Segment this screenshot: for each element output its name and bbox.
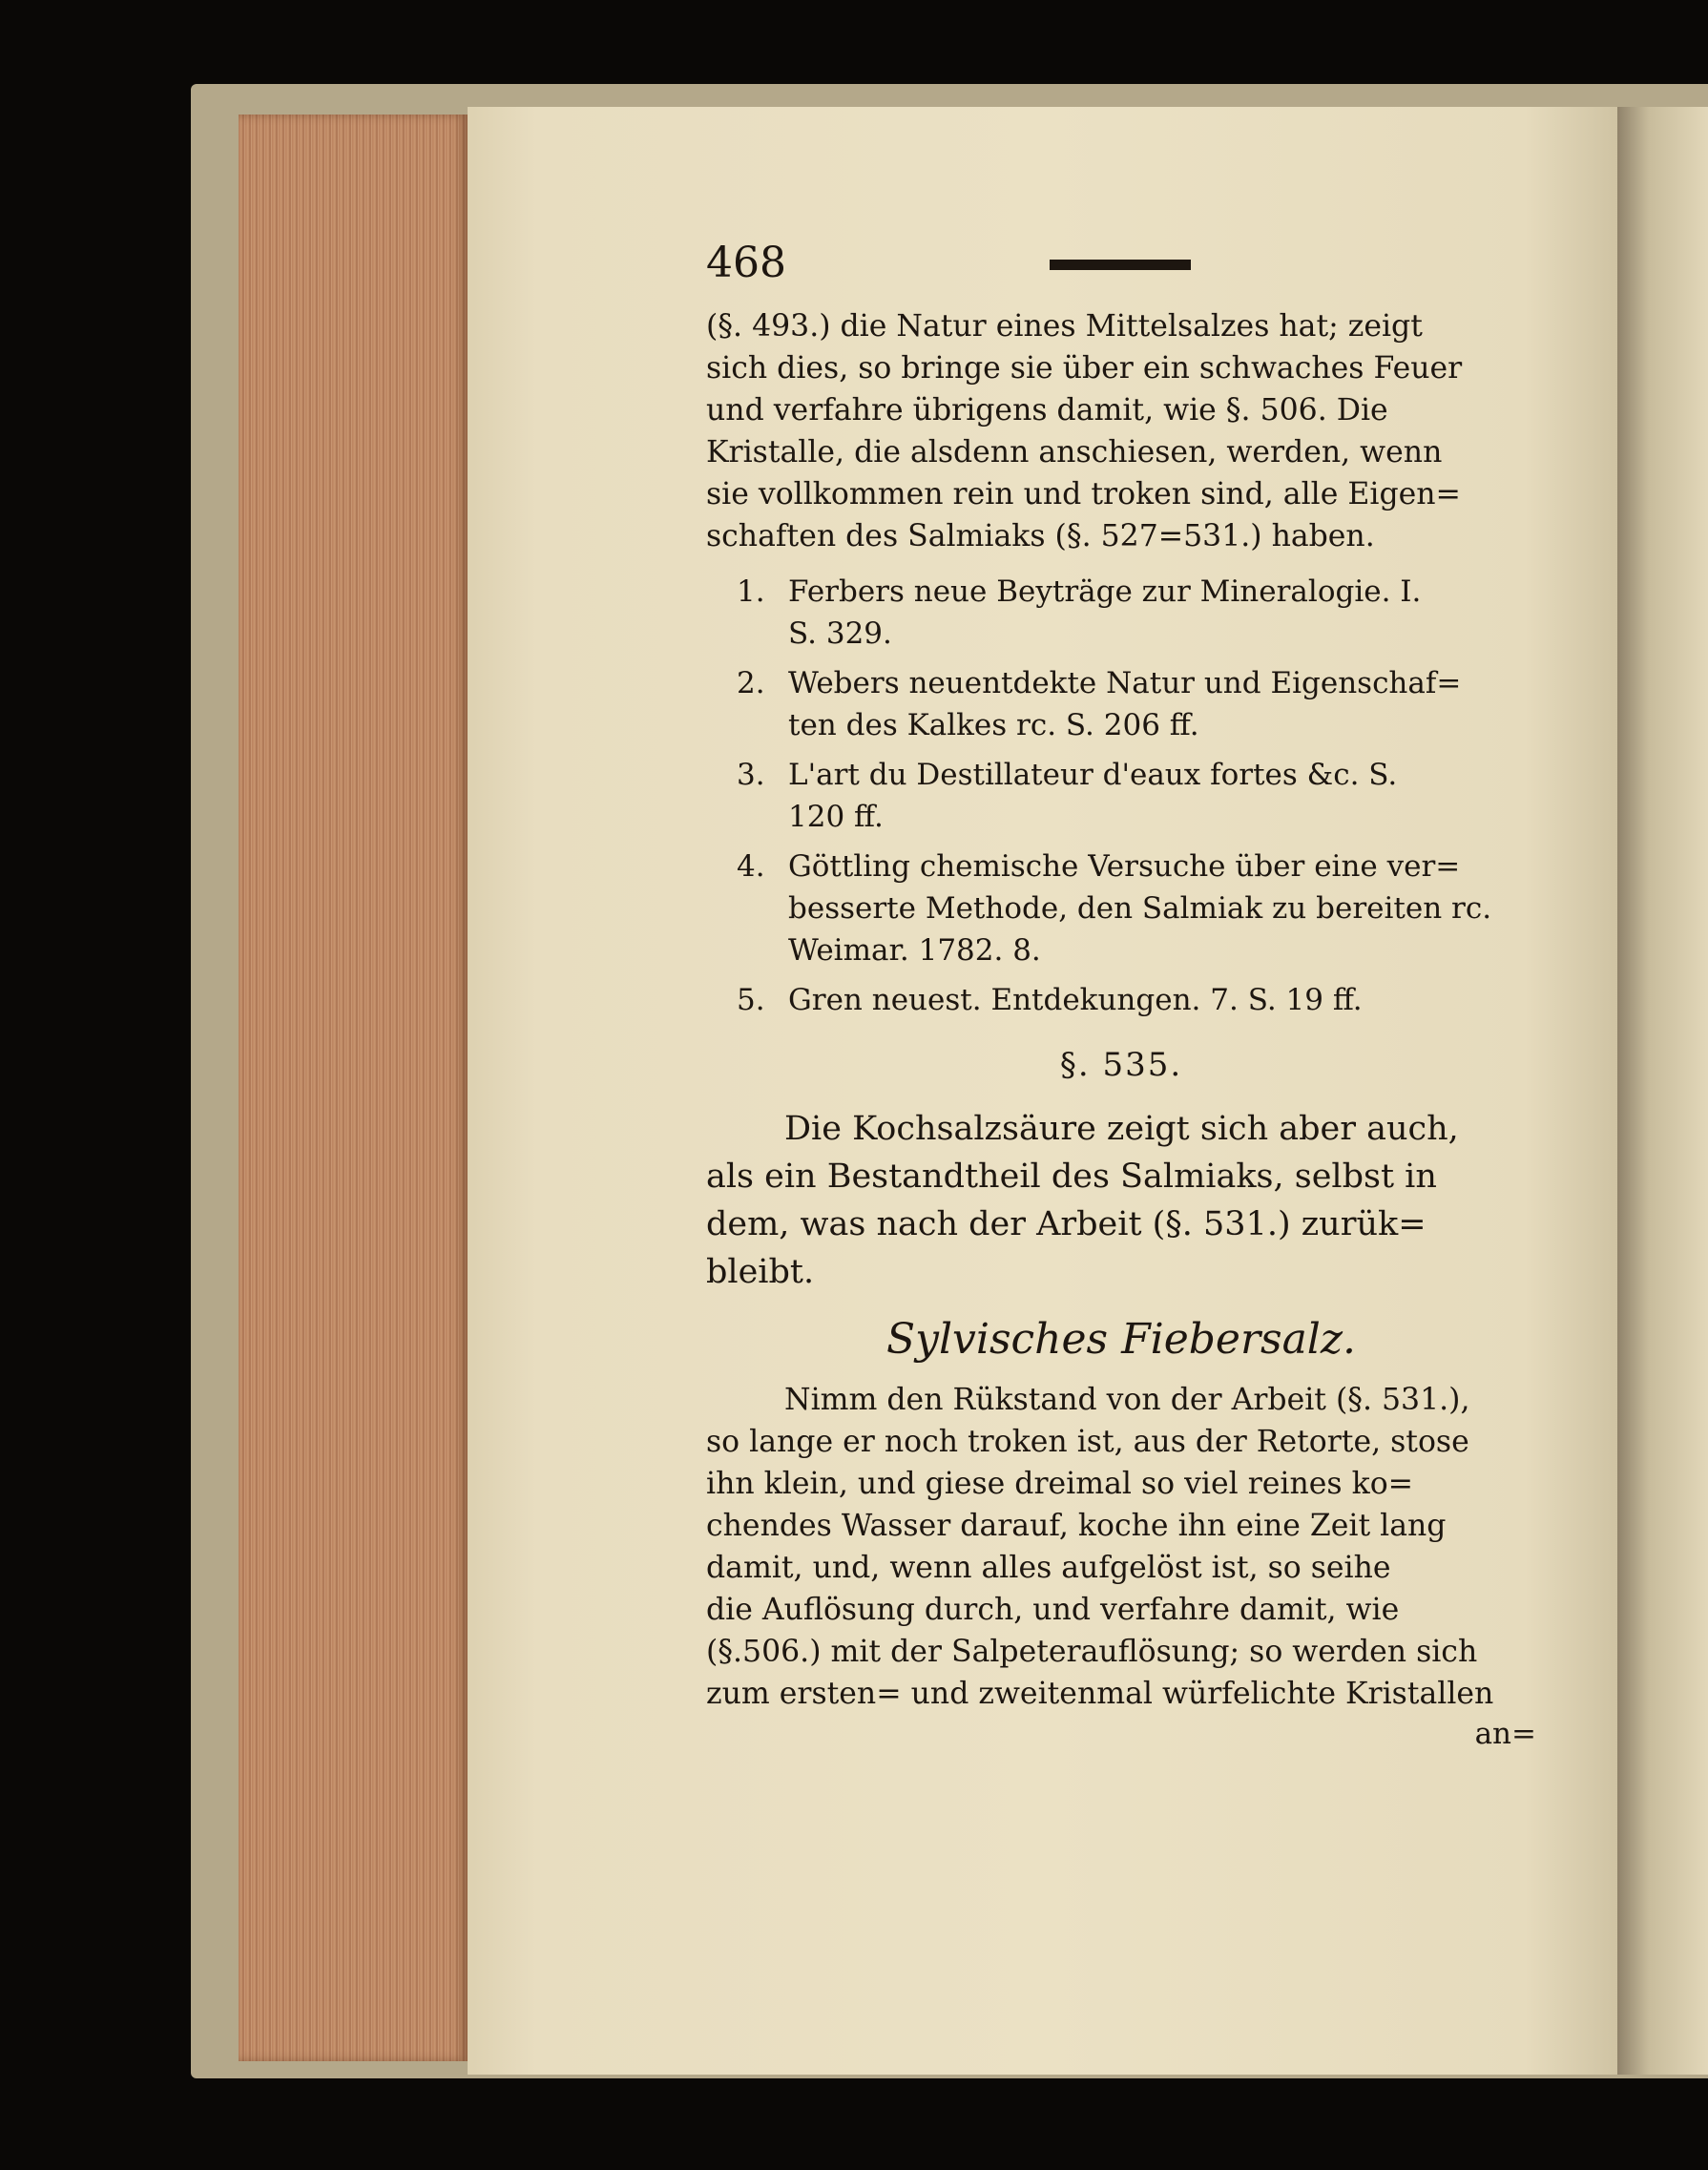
page-text [706,239,1536,1753]
text-line: chendes Wasser darauf, koche ihn eine Zeit lang [706,1509,1447,1543]
text-line: ihn klein, und giese dreimal so viel reines ko= [706,1467,1414,1501]
reference-number: 3. [737,758,765,792]
text-line: dem, was nach der Arbeit (§. 531.) zurük= [706,1205,1427,1243]
text-line: sich dies, so bringe sie über ein schwaches Feuer [706,351,1463,386]
reference-item [706,754,1536,838]
reference-list [706,571,1536,1021]
reference-line: L'art du Destillateur d'eaux fortes &c. S. [788,758,1398,792]
text-line: Kristalle, die alsdenn anschiesen, werden, wenn [706,435,1443,469]
reference-item [706,571,1536,655]
text-line: die Auflösung durch, und verfahre damit, wie [706,1593,1400,1627]
reference-line: Webers neuentdekte Natur und Eigenschaf= [788,666,1462,700]
reference-line: ten des Kalkes rc. S. 206 ff. [788,708,1199,742]
page-number: 468 [706,239,786,287]
text-line: als ein Bestandtheil des Salmiaks, selbst in [706,1158,1437,1196]
text-line: zum ersten= und zweitenmal würfelichte Kristallen [706,1677,1494,1711]
reference-line: besserte Methode, den Salmiak zu bereiten rc. [788,891,1492,926]
reference-number: 4. [737,849,765,884]
reference-item [706,979,1536,1021]
text-line: (§. 493.) die Natur eines Mittelsalzes hat; zeigt [706,309,1423,344]
reference-line: Gren neuest. Entdekungen. 7. S. 19 ff. [788,983,1363,1017]
continuation-paragraph [706,305,1536,557]
reference-number: 5. [737,983,765,1017]
page-edges [239,115,468,2061]
reference-number: 1. [737,574,765,609]
text-line: bleibt. [706,1253,815,1291]
reference-item [706,845,1536,971]
text-line: Die Kochsalzsäure zeigt sich aber auch, [784,1110,1459,1148]
reference-number: 2. [737,666,765,700]
text-line: damit, und, wenn alles aufgelöst ist, so seihe [706,1551,1391,1585]
reference-item [706,662,1536,746]
page-gutter [1617,107,1708,2075]
text-line: (§.506.) mit der Salpeterauflösung; so werden sich [706,1635,1478,1669]
reference-line: 120 ff. [788,800,884,834]
text-line: Nimm den Rükstand von der Arbeit (§. 531.), [784,1383,1470,1417]
recipe-paragraph [706,1379,1536,1715]
section-paragraph [706,1105,1536,1296]
reference-line: Weimar. 1782. 8. [788,933,1041,968]
text-line: und verfahre übrigens damit, wie §. 506. Die [706,393,1388,428]
text-line: schaften des Salmiaks (§. 527=531.) haben. [706,519,1375,553]
page-header [706,239,1536,305]
catchword: an= [1474,1717,1536,1751]
reference-line: S. 329. [788,616,892,651]
text-line: so lange er noch troken ist, aus der Retorte, stose [706,1425,1469,1459]
text-line: sie vollkommen rein und troken sind, alle Eigen= [706,477,1461,511]
section-heading: §. 535. [1059,1046,1183,1084]
header-rule [1050,260,1191,270]
reference-line: Göttling chemische Versuche über eine ver= [788,849,1461,884]
reference-line: Ferbers neue Beyträge zur Mineralogie. I. [788,574,1422,609]
recipe-title: Sylvisches Fiebersalz. [885,1315,1357,1364]
